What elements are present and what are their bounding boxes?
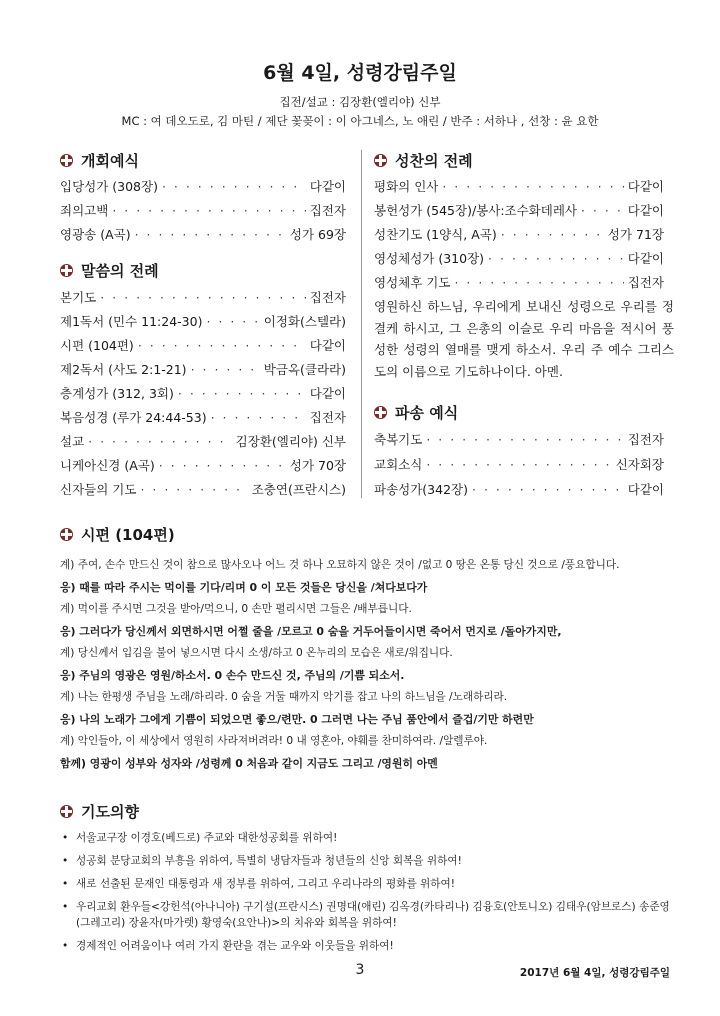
- order-row: [374, 273, 664, 291]
- order-row: [60, 225, 346, 243]
- section-title-text: 말씀의 전례: [81, 262, 159, 280]
- intention-text: 성공회 분당교회의 부흥을 위하여, 특별히 냉담자들과 청년들의 신앙 회복을 위하여!: [76, 855, 462, 867]
- psalm-line: 계) 주여, 손수 만드신 것이 참으로 많사오나 어느 것 하나 오묘하지 않은 것이 /없고 0 땅은 온통 당신 것으로 /풍요합니다.: [60, 559, 620, 571]
- leader-dots: [112, 203, 305, 218]
- intention-text: 새로 선출된 문재인 대통령과 새 정부를 위하여, 그리고 우리나라의 평화를 위하여!: [76, 878, 455, 890]
- order-row: [60, 432, 346, 450]
- intention-item: [62, 899, 672, 931]
- leader-dots: [191, 362, 260, 377]
- psalm-line: 계) 나는 한평생 주님을 노래/하리라. 0 숨을 거둘 때까지 악기를 잡고 나의 하느님을 /노래하리라.: [60, 691, 508, 703]
- row-value: 다같이: [309, 338, 346, 353]
- row-value: 다같이: [627, 482, 664, 497]
- leader-dots: [211, 410, 306, 425]
- psalm-response-line: 응) 때를 따라 주시는 먹이를 기다/리며 0 이 모든 것들은 당신을 /쳐다보다가: [60, 581, 428, 594]
- row-label: 평화의 인사: [374, 179, 439, 194]
- order-row: [60, 312, 346, 330]
- bullet-icon: •: [62, 901, 69, 913]
- row-label: 축복기도: [374, 432, 423, 447]
- order-row: [60, 336, 346, 354]
- row-label: 파송성가(342장): [374, 482, 468, 497]
- order-row: [374, 249, 664, 267]
- section-title-text: 개회예식: [81, 152, 139, 170]
- row-label: 죄의고백: [60, 203, 109, 218]
- leader-dots: [162, 179, 306, 194]
- order-row: [60, 201, 346, 219]
- leader-dots: [472, 482, 624, 497]
- leader-dots: [426, 432, 623, 447]
- row-value: 다같이: [627, 251, 664, 266]
- intention-text: 서울교구장 이경호(베드로) 주교와 대한성공회를 위하여!: [76, 832, 338, 844]
- row-value: 다같이: [627, 179, 664, 194]
- leader-dots: [178, 386, 306, 401]
- leader-dots: [135, 227, 286, 242]
- footer-date: 2017년 6월 4일, 성령강림주일: [519, 967, 670, 979]
- leader-dots: [100, 290, 306, 305]
- intention-item: [62, 876, 672, 892]
- order-row: [60, 384, 346, 402]
- section-psalm-title: [60, 524, 175, 545]
- order-row: [374, 455, 664, 473]
- intention-item: [62, 938, 672, 954]
- row-label: 영성체후 기도: [374, 275, 451, 290]
- row-label: 층계성가 (312, 3회): [60, 386, 174, 401]
- order-row: [374, 177, 664, 195]
- row-value: 집전자: [627, 432, 664, 447]
- row-label: 입당성가 (308장): [60, 179, 158, 194]
- leader-dots: [581, 203, 624, 218]
- leader-dots: [488, 251, 624, 266]
- post-communion-prayer: 영원하신 하느님, 우리에게 보내신 성령으로 우리를 정결케 하시고, 그 은총의 이슬로 우리 마음을 적시어 풍성한 성령의 열매를 맺게 하소서. 우리 주 예수 그리스도의 이름으로 기도하나이다. 아멘.: [374, 299, 674, 379]
- row-value: 다같이: [309, 386, 346, 401]
- row-value: 집전자: [309, 203, 346, 218]
- intention-text: 경제적인 어려움이나 여러 가지 환란을 겪는 교우와 이웃들을 위하여!: [76, 940, 394, 952]
- leader-dots: [88, 434, 232, 449]
- row-value: 김장환(엘리야) 신부: [235, 434, 346, 449]
- order-row: [60, 480, 346, 498]
- leader-dots: [442, 179, 623, 194]
- ministers-line: MC : 여 데오도로, 김 마틴 / 제단 꽃꽂이 : 이 아그네스, 노 애린 / 반주 : 서하나 , 선창 : 윤 요한: [121, 114, 599, 128]
- order-row: [374, 225, 664, 243]
- section-opening-title: [60, 150, 139, 171]
- page-number: 3: [355, 962, 365, 978]
- row-label: 교회소식: [374, 457, 423, 472]
- row-label: 시편 (104편): [60, 338, 134, 353]
- bullet-icon: •: [62, 940, 69, 952]
- leader-dots: [138, 338, 306, 353]
- order-row: [374, 480, 664, 498]
- row-value: 집전자: [309, 410, 346, 425]
- row-value: 성가 71장: [607, 227, 664, 242]
- bullet-icon: •: [62, 832, 69, 844]
- order-row: [60, 408, 346, 426]
- section-intentions-title: [60, 801, 139, 822]
- section-word-title: [60, 260, 159, 281]
- leader-dots: [159, 458, 286, 473]
- cross-icon: [374, 154, 387, 167]
- row-value: 신자회장: [615, 457, 664, 472]
- section-title-text: 기도의향: [81, 803, 139, 821]
- row-label: 성찬기도 (1양식, A곡): [374, 227, 497, 242]
- section-dismissal-title: [374, 402, 458, 423]
- intention-text: 우리교회 환우들<강헌석(아나니아) 구기설(프란시스) 권명대(애린) 김옥경(카타리나) 김융호(안토니오) 김태우(암브로스) 송준영(그레고리) 장윤자(마가렛) 황영숙(요안나)>의 치유와 회복을 위하여!: [76, 901, 670, 929]
- celebrant-line: 집전/설교 : 김장환(엘리야) 신부: [279, 95, 441, 109]
- section-eucharist-title: [374, 150, 473, 171]
- row-label: 영광송 (A곡): [60, 227, 131, 242]
- row-label: 제2독서 (사도 2:1-21): [60, 362, 187, 377]
- cross-icon: [60, 528, 73, 541]
- leader-dots: [426, 457, 611, 472]
- intention-item: [62, 853, 672, 869]
- psalm-doxology-line: 함께) 영광이 성부와 성자와 /성령께 0 처음과 같이 지금도 그리고 /영원히 아멘: [60, 757, 438, 770]
- order-row: [60, 456, 346, 474]
- row-label: 니케아신경 (A곡): [60, 458, 155, 473]
- cross-icon: [60, 264, 73, 277]
- psalm-line: 계) 악인들아, 이 세상에서 영원히 사라져버려라! 0 내 영혼아, 야훼를 찬미하여라. /알렐루야.: [60, 735, 488, 747]
- order-row: [60, 360, 346, 378]
- cross-icon: [60, 154, 73, 167]
- row-value: 다같이: [627, 203, 664, 218]
- psalm-line: 계) 먹이를 주시면 그것을 받아/먹으니, 0 손만 펼리시면 그들은 /배부릅니다.: [60, 603, 412, 615]
- row-value: 집전자: [627, 275, 664, 290]
- order-row: [60, 177, 346, 195]
- leader-dots: [140, 482, 247, 497]
- order-row: [60, 288, 346, 306]
- psalm-response-line: 응) 그러다가 당신께서 외면하시면 어쩔 줄을 /모르고 0 숨을 거두어들이시면 죽어서 먼지로 /돌아가지만,: [60, 625, 562, 638]
- leader-dots: [454, 275, 623, 290]
- psalm-response-line: 응) 주님의 영광은 영원/하소서. 0 손수 만드신 것, 주님의 /기쁨 되소서.: [60, 669, 405, 682]
- row-label: 봉헌성가 (545장)/봉사:조수화데레사: [374, 203, 577, 218]
- section-title-text: 시편 (104편): [81, 526, 175, 544]
- intention-item: [62, 830, 672, 846]
- order-row: [374, 430, 664, 448]
- leader-dots: [206, 314, 259, 329]
- row-label: 복음성경 (루가 24:44-53): [60, 410, 207, 425]
- row-label: 설교: [60, 434, 85, 449]
- section-title-text: 파송 예식: [395, 404, 459, 422]
- row-value: 박금옥(클라라): [263, 362, 346, 377]
- row-value: 이정화(스텔라): [263, 314, 346, 329]
- cross-icon: [60, 805, 73, 818]
- row-value: 조충연(프란시스): [251, 482, 346, 497]
- row-label: 신자들의 기도: [60, 482, 137, 497]
- row-label: 본기도: [60, 290, 97, 305]
- order-row: [374, 201, 664, 219]
- page-title: 6월 4일, 성령강림주일: [263, 62, 457, 84]
- row-value: 다같이: [309, 179, 346, 194]
- row-label: 제1독서 (민수 11:24-30): [60, 314, 203, 329]
- column-divider: [361, 150, 362, 498]
- cross-icon: [374, 406, 387, 419]
- section-title-text: 성찬의 전례: [395, 152, 473, 170]
- bullet-icon: •: [62, 855, 69, 867]
- row-value: 성가 70장: [289, 458, 346, 473]
- row-value: 성가 69장: [289, 227, 346, 242]
- psalm-response-line: 응) 나의 노래가 그에게 기쁨이 되었으면 좋으/련만. 0 그러면 나는 주님 품안에서 즐겁/기만 하련만: [60, 713, 534, 726]
- row-value: 집전자: [309, 290, 346, 305]
- row-label: 영성체성가 (310장): [374, 251, 485, 266]
- psalm-line: 계) 당신께서 입김을 불어 넣으시면 다시 소생/하고 0 온누리의 모습은 새로/워집니다.: [60, 647, 453, 659]
- leader-dots: [501, 227, 604, 242]
- bullet-icon: •: [62, 878, 69, 890]
